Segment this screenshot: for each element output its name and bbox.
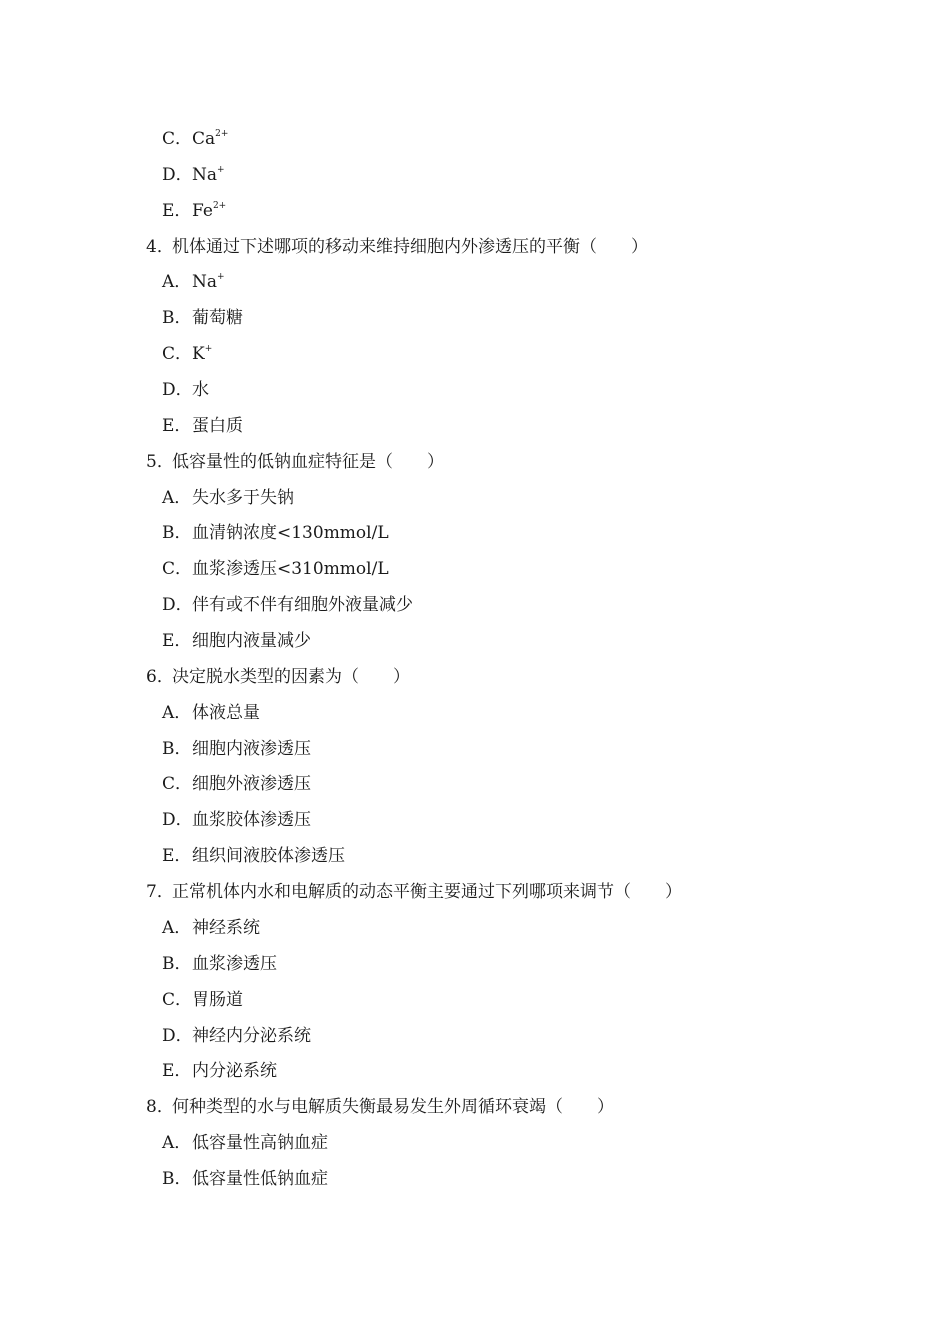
option-letter: B． bbox=[162, 308, 192, 329]
option-letter: E． bbox=[162, 631, 192, 652]
option-letter: E． bbox=[162, 415, 192, 436]
answer-option bbox=[162, 303, 243, 333]
option-letter: E． bbox=[162, 200, 192, 221]
option-letter: A． bbox=[162, 487, 192, 508]
option-letter: D． bbox=[162, 810, 193, 831]
option-text: 胃肠道 bbox=[192, 989, 243, 1010]
answer-option bbox=[162, 518, 389, 548]
option-letter: B． bbox=[162, 523, 192, 544]
answer-option bbox=[162, 626, 311, 656]
option-letter: D． bbox=[162, 380, 193, 401]
answer-option bbox=[162, 1056, 277, 1086]
option-letter: D． bbox=[162, 595, 193, 616]
question-stem bbox=[146, 232, 648, 262]
option-text: 血清钠浓度<130mmol/L bbox=[192, 523, 389, 544]
option-letter: B． bbox=[162, 953, 192, 974]
question-text: 低容量性的低钠血症特征是（ ） bbox=[172, 451, 444, 472]
option-letter: C． bbox=[162, 989, 193, 1010]
answer-option bbox=[162, 769, 311, 799]
option-text: Fe bbox=[192, 200, 213, 221]
option-text: 细胞外液渗透压 bbox=[192, 774, 311, 795]
option-text: Na bbox=[192, 164, 218, 185]
option-letter: A． bbox=[162, 272, 192, 293]
answer-option bbox=[162, 913, 260, 943]
option-letter: C． bbox=[162, 774, 193, 795]
answer-option bbox=[162, 554, 389, 584]
question-text: 何种类型的水与电解质失衡最易发生外周循环衰竭（ ） bbox=[172, 1097, 614, 1118]
answer-option bbox=[162, 949, 277, 979]
option-text: 水 bbox=[192, 380, 209, 401]
question-stem bbox=[146, 662, 410, 692]
option-text: Ca bbox=[192, 129, 216, 149]
question-stem bbox=[146, 877, 682, 907]
option-text: 细胞内液量减少 bbox=[192, 631, 311, 652]
question-text: 机体通过下述哪项的移动来维持细胞内外渗透压的平衡（ ） bbox=[172, 236, 648, 257]
question-stem bbox=[146, 1092, 614, 1122]
option-text: K bbox=[192, 344, 205, 365]
option-text: 蛋白质 bbox=[192, 415, 243, 436]
answer-option bbox=[162, 1128, 328, 1158]
option-text: 失水多于失钠 bbox=[192, 487, 294, 508]
option-text: 血浆渗透压<310mmol/L bbox=[192, 559, 389, 580]
answer-option bbox=[162, 124, 228, 154]
option-text: 血浆渗透压 bbox=[192, 953, 277, 974]
option-text: 神经系统 bbox=[192, 917, 260, 938]
option-letter: A． bbox=[162, 1133, 192, 1154]
question-text: 正常机体内水和电解质的动态平衡主要通过下列哪项来调节（ ） bbox=[172, 882, 682, 903]
option-text: 体液总量 bbox=[192, 702, 260, 723]
answer-option bbox=[162, 985, 243, 1015]
option-letter: D． bbox=[162, 1025, 193, 1046]
option-text: 低容量性高钠血症 bbox=[192, 1133, 328, 1154]
option-letter: E． bbox=[162, 846, 192, 867]
option-text: 组织间液胶体渗透压 bbox=[192, 846, 345, 867]
ion-charge-superscript: 2+ bbox=[212, 200, 227, 211]
option-text: 细胞内液渗透压 bbox=[192, 738, 311, 759]
option-text: Na bbox=[192, 272, 218, 293]
question-number: 4． bbox=[146, 236, 174, 257]
answer-option bbox=[162, 196, 226, 226]
ion-charge-superscript: + bbox=[204, 344, 213, 355]
answer-option bbox=[162, 698, 260, 728]
question-number: 5． bbox=[146, 451, 174, 472]
ion-charge-superscript: + bbox=[217, 164, 225, 175]
ion-charge-superscript: + bbox=[217, 272, 225, 283]
question-stem bbox=[146, 447, 444, 477]
option-letter: A． bbox=[162, 917, 192, 938]
answer-option bbox=[162, 1164, 328, 1194]
question-number: 6． bbox=[146, 666, 174, 687]
question-text: 决定脱水类型的因素为（ ） bbox=[172, 666, 410, 687]
ion-charge-superscript: 2+ bbox=[215, 129, 229, 139]
option-text: 内分泌系统 bbox=[192, 1061, 277, 1082]
answer-option bbox=[162, 734, 311, 764]
option-letter: E． bbox=[162, 1061, 192, 1082]
option-text: 低容量性低钠血症 bbox=[192, 1168, 328, 1189]
option-letter: B． bbox=[162, 1168, 192, 1189]
option-letter: C． bbox=[162, 344, 193, 365]
option-text: 神经内分泌系统 bbox=[192, 1025, 311, 1046]
answer-option bbox=[162, 483, 294, 513]
answer-option bbox=[162, 841, 345, 871]
option-text: 血浆胶体渗透压 bbox=[192, 810, 311, 831]
option-text: 葡萄糖 bbox=[192, 308, 243, 329]
answer-option bbox=[162, 1021, 311, 1051]
option-letter: D． bbox=[162, 164, 193, 185]
answer-option bbox=[162, 411, 243, 441]
option-letter: C． bbox=[162, 559, 193, 580]
answer-option bbox=[162, 339, 212, 369]
question-number: 8． bbox=[146, 1097, 174, 1118]
option-letter: A． bbox=[162, 702, 192, 723]
question-number: 7． bbox=[146, 882, 174, 903]
answer-option bbox=[162, 590, 413, 620]
answer-option bbox=[162, 160, 225, 190]
answer-option bbox=[162, 267, 225, 297]
option-letter: B． bbox=[162, 738, 192, 759]
answer-option bbox=[162, 805, 311, 835]
option-letter: C． bbox=[162, 129, 193, 149]
option-text: 伴有或不伴有细胞外液量减少 bbox=[192, 595, 413, 616]
answer-option bbox=[162, 375, 209, 405]
